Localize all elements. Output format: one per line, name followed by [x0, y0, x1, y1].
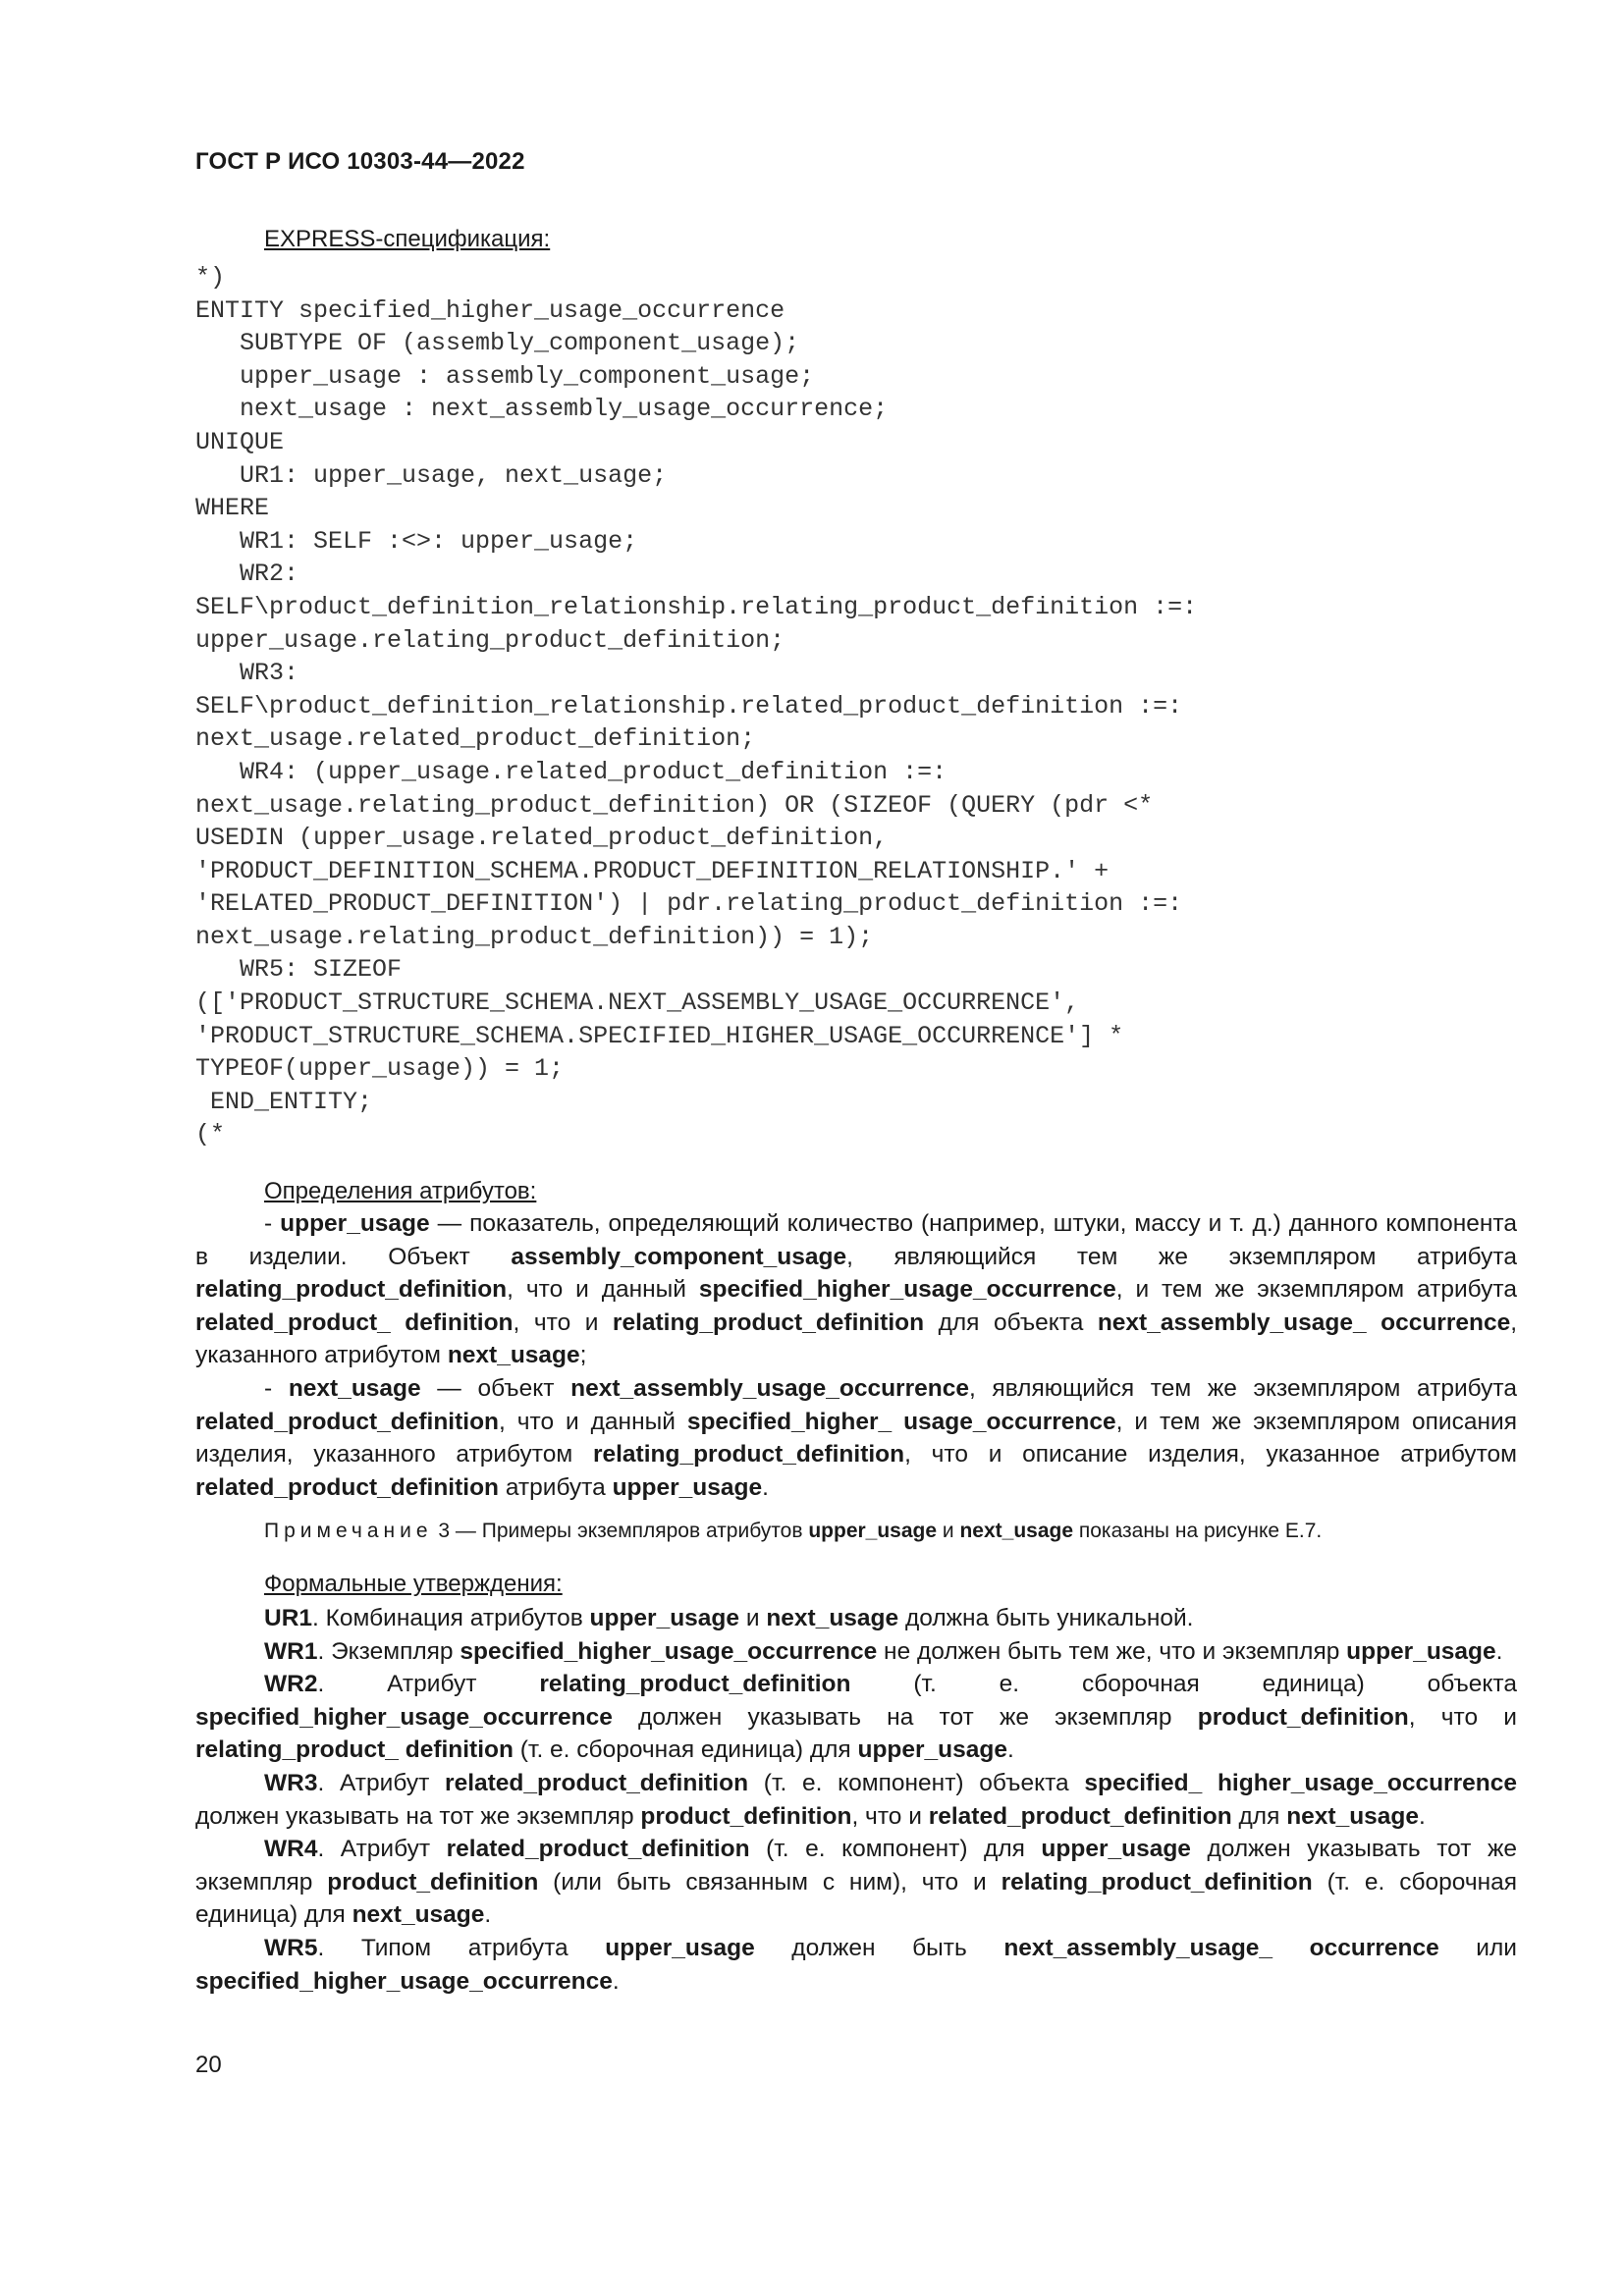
term: product_definition [1197, 1703, 1409, 1731]
code-line: next_usage.relating_product_definition)) = 1); [195, 922, 874, 951]
rules-caption: Формальные утверждения: [264, 1571, 563, 1597]
attribute-definition [195, 1372, 1517, 1504]
code-line: SUBTYPE OF (assembly_component_usage); [195, 329, 800, 358]
text-run: . [1419, 1802, 1426, 1830]
term: relating_product_ definition [195, 1736, 514, 1764]
formal-propositions [195, 1602, 1517, 1998]
text-run: ; [579, 1342, 587, 1369]
text-run: и [739, 1605, 767, 1631]
code-line: upper_usage.relating_product_definition; [195, 625, 785, 655]
note-label: Примечание [264, 1520, 433, 1542]
term: upper_usage [589, 1605, 740, 1631]
term: next_usage [959, 1520, 1074, 1542]
term: specified_higher_usage_occurrence [195, 1967, 613, 1995]
code-line: ENTITY specified_higher_usage_occurrence [195, 295, 785, 325]
code-line: 'PRODUCT_STRUCTURE_SCHEMA.SPECIFIED_HIGHER_USAGE_OCCURRENCE'] * [195, 1021, 1124, 1050]
term: relating_product_definition [195, 1276, 508, 1304]
term: WR3 [264, 1769, 318, 1796]
term: next_assembly_usage_ occurrence [1097, 1308, 1511, 1336]
note [264, 1517, 1517, 1546]
term: specified_higher_usage_occurrence [698, 1276, 1116, 1304]
term: next_usage [288, 1374, 421, 1402]
express-caption: EXPRESS-спецификация: [264, 226, 551, 252]
formal-proposition [195, 1602, 1517, 1635]
text-run: для объекта [924, 1308, 1098, 1336]
text-run: - [264, 1374, 289, 1402]
text-run: показаны на рисунке Е.7. [1073, 1520, 1323, 1542]
attributes-caption: Определения атрибутов: [264, 1178, 537, 1204]
code-line: WR1: SELF :<>: upper_usage; [195, 526, 638, 556]
text-run: (т. е. сборочная единица) для [513, 1736, 858, 1764]
text-run: не должен быть тем же, что и экземпляр [877, 1637, 1347, 1665]
text-run: для [1231, 1802, 1287, 1830]
text-run: . Атрибут [317, 1769, 446, 1796]
term: specified_ higher_usage_occurrence [1084, 1769, 1517, 1796]
text-run: — объект [420, 1374, 571, 1402]
text-run: , и тем же экземпляром описания изделия, указанного атрибутом [195, 1408, 1517, 1468]
code-line: UR1: upper_usage, next_usage; [195, 460, 668, 490]
text-run: , являющийся тем же экземпляром атрибута [968, 1374, 1517, 1402]
term: next_usage [766, 1605, 899, 1631]
term: upper_usage [612, 1473, 763, 1501]
text-run: . Комбинация атрибутов [312, 1605, 590, 1631]
attribute-definitions [195, 1207, 1517, 1504]
text-run: или [1438, 1934, 1517, 1961]
term: related_product_ definition [195, 1308, 514, 1336]
text-run: , что и [513, 1308, 613, 1336]
text-run: должен указывать на тот же экземпляр [195, 1802, 641, 1830]
term: next_assembly_usage_occurrence [570, 1374, 969, 1402]
text-run: , что и данный [499, 1408, 687, 1435]
code-line: END_ENTITY; [195, 1087, 373, 1116]
text-run: , что и описание изделия, указанное атрибутом [904, 1441, 1517, 1468]
term: upper_usage [1346, 1637, 1496, 1665]
term: upper_usage [1041, 1836, 1191, 1863]
text-run: , и тем же экземпляром атрибута [1115, 1276, 1517, 1304]
text-run: - [264, 1210, 281, 1237]
text-run: . [1495, 1637, 1503, 1665]
text-run: должен указывать на тот же экземпляр [612, 1703, 1198, 1731]
text-run: (т. е. компонент) объекта [748, 1769, 1085, 1796]
term: relating_product_definition [539, 1671, 851, 1698]
code-line: TYPEOF(upper_usage)) = 1; [195, 1054, 565, 1084]
text-run: . [484, 1901, 492, 1929]
formal-proposition [195, 1635, 1517, 1669]
formal-proposition [195, 1668, 1517, 1767]
page-number: 20 [195, 2052, 222, 2078]
code-line: WHERE [195, 494, 270, 523]
attribute-definition [195, 1207, 1517, 1372]
text-run: . [612, 1967, 620, 1995]
text-run: (т. е. сборочная единица) объекта [850, 1671, 1517, 1698]
term: UR1 [264, 1605, 313, 1631]
text-run: . Типом атрибута [317, 1934, 606, 1961]
text-run: . Атрибут [317, 1671, 540, 1698]
term: assembly_component_usage [511, 1243, 847, 1270]
note-text [438, 1520, 1322, 1542]
text-run: должна быть уникальной. [898, 1605, 1194, 1631]
text-run: 3 — Примеры экземпляров атрибутов [438, 1520, 809, 1542]
text-run: — показатель, определяющий количество (например, штуки, массу и т. д.) данного компонента в изделии. Объект [195, 1210, 1518, 1270]
term: WR4 [264, 1836, 318, 1863]
code-line: USEDIN (upper_usage.related_product_definition, [195, 824, 889, 853]
code-line: UNIQUE [195, 427, 285, 456]
code-line: next_usage.relating_product_definition) OR (SIZEOF (QUERY (pdr <* [195, 790, 1154, 820]
code-line: (* [195, 1120, 226, 1149]
term: product_definition [640, 1802, 852, 1830]
term: related_product_definition [195, 1473, 500, 1501]
text-run: атрибута [499, 1473, 613, 1501]
text-run: и [937, 1520, 960, 1542]
text-run: должен указывать тот же экземпляр [195, 1836, 1518, 1896]
text-run: , что и [1408, 1703, 1517, 1731]
term: upper_usage [808, 1520, 938, 1542]
text-run: . [1006, 1736, 1014, 1764]
term: next_usage [1286, 1802, 1419, 1830]
document-header: ГОСТ Р ИСО 10303-44—2022 [195, 148, 525, 175]
express-code-block [195, 261, 1197, 1151]
term: WR1 [264, 1637, 318, 1665]
formal-proposition [195, 1833, 1517, 1932]
term: relating_product_definition [612, 1308, 925, 1336]
term: relating_product_definition [592, 1441, 905, 1468]
term: upper_usage [857, 1736, 1007, 1764]
text-run: . [762, 1473, 769, 1501]
code-line: WR4: (upper_usage.related_product_definition :=: [195, 757, 947, 786]
code-line: *) [195, 263, 226, 292]
term: upper_usage [605, 1934, 755, 1961]
term: related_product_definition [195, 1408, 500, 1435]
term: next_assembly_usage_ occurrence [1003, 1934, 1439, 1961]
term: WR5 [264, 1934, 318, 1961]
term: product_definition [327, 1868, 539, 1896]
code-line: 'RELATED_PRODUCT_DEFINITION') | pdr.relating_product_definition :=: [195, 889, 1183, 919]
text-run: (т. е. сборочная единица) для [195, 1868, 1518, 1929]
text-run: (т. е. компонент) для [749, 1836, 1042, 1863]
code-line: next_usage.related_product_definition; [195, 724, 756, 754]
term: related_product_definition [445, 1769, 749, 1796]
text-run: . Экземпляр [317, 1637, 460, 1665]
term: next_usage [352, 1901, 485, 1929]
term: related_product_definition [446, 1836, 750, 1863]
formal-proposition [195, 1767, 1517, 1833]
text-run: , что и [851, 1802, 929, 1830]
code-line: (['PRODUCT_STRUCTURE_SCHEMA.NEXT_ASSEMBLY_USAGE_OCCURRENCE', [195, 988, 1080, 1018]
text-run: должен быть [754, 1934, 1004, 1961]
term: related_product_definition [928, 1802, 1232, 1830]
term: upper_usage [280, 1210, 430, 1237]
code-line: upper_usage : assembly_component_usage; [195, 361, 815, 391]
term: next_usage [447, 1342, 580, 1369]
text-run: , являющийся тем же экземпляром атрибута [846, 1243, 1517, 1270]
term: specified_higher_ usage_occurrence [686, 1408, 1116, 1435]
text-run: , указанного атрибутом [195, 1308, 1518, 1369]
code-line: WR5: SIZEOF [195, 955, 403, 985]
code-line: WR2: [195, 560, 299, 589]
code-line: next_usage : next_assembly_usage_occurrence; [195, 395, 889, 424]
code-line: SELF\product_definition_relationship.related_product_definition :=: [195, 691, 1183, 721]
text-run: , что и данный [507, 1276, 699, 1304]
text-run: (или быть связанным с ним), что и [538, 1868, 1001, 1896]
term: WR2 [264, 1671, 318, 1698]
code-line: 'PRODUCT_DEFINITION_SCHEMA.PRODUCT_DEFINITION_RELATIONSHIP.' + [195, 856, 1110, 885]
code-line: SELF\product_definition_relationship.relating_product_definition :=: [195, 592, 1198, 621]
term: relating_product_definition [1001, 1868, 1313, 1896]
text-run: . Атрибут [317, 1836, 447, 1863]
code-line: WR3: [195, 659, 299, 688]
term: specified_higher_usage_occurrence [460, 1637, 878, 1665]
term: specified_higher_usage_occurrence [195, 1703, 613, 1731]
formal-proposition [195, 1932, 1517, 1998]
